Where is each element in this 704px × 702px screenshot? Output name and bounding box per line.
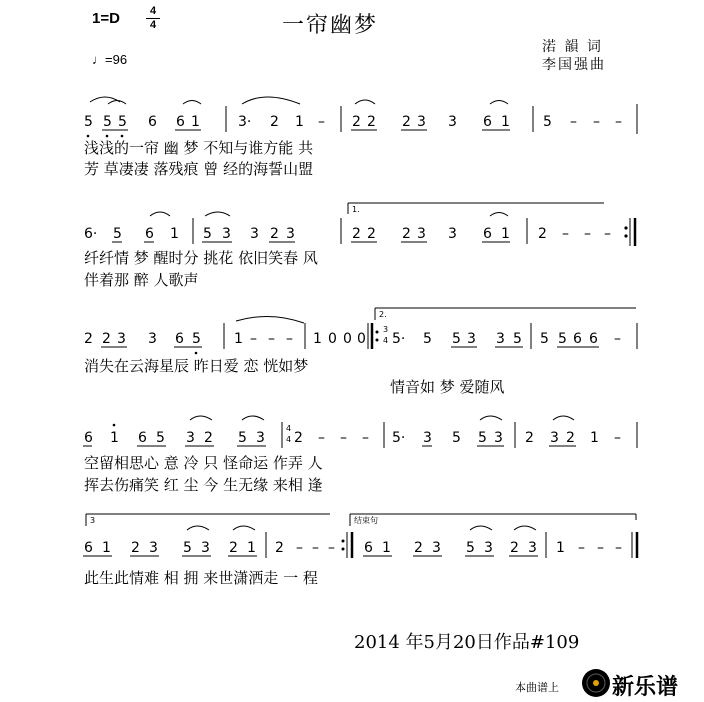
note: 6	[176, 114, 185, 130]
note: 5	[513, 331, 522, 347]
note: 2	[229, 540, 238, 556]
note: 2	[414, 540, 423, 556]
note: 6	[483, 114, 492, 130]
meter-change-bottom: 4	[383, 336, 389, 345]
note: 5	[423, 331, 432, 347]
slur	[355, 100, 375, 104]
note: 3	[467, 331, 476, 347]
volta-label: 2.	[379, 310, 387, 319]
note: –	[362, 430, 369, 446]
note: 3	[250, 226, 259, 242]
note: 5	[558, 331, 567, 347]
note: 2	[84, 331, 93, 347]
note: 1	[295, 114, 304, 130]
note: –	[286, 331, 293, 347]
note: 3	[496, 331, 505, 347]
note: 6	[84, 430, 93, 446]
low-dot	[87, 135, 90, 138]
note: 2	[367, 226, 376, 242]
note: 3	[286, 226, 295, 242]
volta-label: 1.	[352, 205, 360, 214]
note: –	[614, 430, 621, 446]
note: 2	[294, 430, 303, 446]
note: –	[615, 540, 622, 556]
note: –	[562, 226, 569, 242]
note: 3·	[238, 114, 252, 130]
score-row-5	[83, 514, 637, 587]
note: 6	[483, 226, 492, 242]
note: 5·	[392, 331, 406, 347]
slur	[470, 526, 492, 530]
note: 3	[528, 540, 537, 556]
note: –	[250, 331, 257, 347]
note: 2	[402, 114, 411, 130]
note: 2	[204, 430, 213, 446]
note: 1	[102, 540, 111, 556]
note: 1	[313, 331, 322, 347]
note: 0	[357, 331, 366, 347]
note: 1	[556, 540, 565, 556]
note: 2	[102, 331, 111, 347]
note: –	[268, 331, 275, 347]
meter-change-bottom: 4	[286, 435, 292, 444]
tempo-marking: ♩=96	[92, 52, 128, 67]
tie	[236, 316, 304, 323]
note: 3	[148, 331, 157, 347]
note: 1	[382, 540, 391, 556]
repeat-dot	[376, 339, 379, 342]
note: 2	[525, 430, 534, 446]
composition-date: 2014 年5月20日作品#109	[354, 632, 580, 653]
note: 5	[203, 226, 212, 242]
note: 3	[256, 430, 265, 446]
score-row-4	[83, 416, 637, 494]
note: 1	[110, 430, 119, 446]
upload-note: 本曲谱上	[515, 681, 559, 694]
slur	[90, 97, 120, 102]
note: 3	[484, 540, 493, 556]
note: 3	[117, 331, 126, 347]
note: –	[614, 331, 621, 347]
note: 5	[452, 430, 461, 446]
note: –	[340, 430, 347, 446]
note: 5	[452, 331, 461, 347]
meter-change-top: 3	[383, 325, 389, 334]
note: 6	[148, 114, 157, 130]
note: –	[584, 226, 591, 242]
note: 1	[590, 430, 599, 446]
note: 2	[538, 226, 547, 242]
note: 6	[364, 540, 373, 556]
slur	[480, 416, 502, 420]
note: 1	[501, 114, 510, 130]
lyric-line: 情音如 梦 爱随风	[390, 378, 505, 396]
note: –	[597, 540, 604, 556]
note: 2	[270, 226, 279, 242]
slur	[233, 526, 255, 530]
note: 6	[145, 226, 154, 242]
low-dot	[195, 352, 198, 355]
repeat-dot	[624, 234, 627, 237]
lyric-line: 消失在云海星辰 昨日爱 恋 恍如梦	[84, 357, 309, 375]
note: 6	[138, 430, 147, 446]
lyricist-credit: 渃 韻 词	[542, 39, 603, 55]
note: 2	[270, 114, 279, 130]
slur	[490, 101, 508, 105]
slur	[108, 101, 126, 105]
repeat-dot	[342, 548, 345, 551]
note: 5	[540, 331, 549, 347]
note: 5	[156, 430, 165, 446]
lyric-line: 挥去伤痛笑 红 尘 今 生无缘 来相 逢	[84, 476, 323, 494]
time-signature-bottom: 4	[149, 19, 157, 31]
note: 0	[328, 331, 337, 347]
note: 3	[417, 114, 426, 130]
slur	[150, 212, 170, 216]
slur	[183, 101, 201, 105]
note: 3	[222, 226, 231, 242]
note: 2	[367, 114, 376, 130]
note: –	[604, 226, 611, 242]
high-dot	[113, 424, 116, 427]
note: 5	[113, 226, 122, 242]
note: 5	[183, 540, 192, 556]
note: 1	[170, 226, 179, 242]
note: 6	[175, 331, 184, 347]
song-title: 一帘幽梦	[282, 13, 379, 38]
repeat-dot	[624, 226, 627, 229]
low-dot	[106, 135, 109, 138]
note: 3	[186, 430, 195, 446]
ending-label: 结束句	[354, 516, 378, 525]
note: 5	[478, 430, 487, 446]
note: –	[593, 114, 600, 130]
note: 3	[550, 430, 559, 446]
note: –	[318, 430, 325, 446]
lyric-line: 浅浅的一帘 幽 梦 不知与谁方能 共	[84, 139, 314, 157]
composer-credit: 李国强曲	[542, 57, 606, 73]
note: 3	[432, 540, 441, 556]
lyric-line: 此生此情难 相 拥 来世潇洒走 一 程	[84, 569, 318, 587]
note: 6	[589, 331, 598, 347]
note: –	[615, 114, 622, 130]
note: –	[328, 540, 335, 556]
slur	[553, 416, 574, 420]
note: 0	[343, 331, 352, 347]
note: –	[578, 540, 585, 556]
note: 2	[510, 540, 519, 556]
note: 3	[201, 540, 210, 556]
slur	[490, 213, 508, 217]
low-dot	[121, 135, 124, 138]
lyric-line: 伴着那 醉 人歌声	[84, 271, 199, 289]
note: 5	[84, 114, 93, 130]
repeat-dot	[376, 331, 379, 334]
note: 1	[234, 331, 243, 347]
note: –	[570, 114, 577, 130]
slur	[242, 416, 264, 420]
slur	[187, 526, 209, 530]
volta-label: 3	[90, 516, 96, 525]
note: 5	[103, 114, 112, 130]
slur	[190, 416, 212, 420]
site-logo	[582, 669, 610, 697]
note: –	[318, 114, 325, 130]
repeat-dot	[342, 540, 345, 543]
score-row-1	[84, 97, 637, 178]
note: 6	[573, 331, 582, 347]
note: 1	[191, 114, 200, 130]
score-row-2	[84, 203, 635, 289]
note: –	[296, 540, 303, 556]
note: 2	[566, 430, 575, 446]
note: –	[312, 540, 319, 556]
score-row-3	[84, 308, 637, 396]
note: 1	[501, 226, 510, 242]
note: 6	[84, 540, 93, 556]
note: 3	[448, 114, 457, 130]
note: 2	[131, 540, 140, 556]
note: 1	[247, 540, 256, 556]
site-name: 新乐谱	[612, 675, 679, 700]
note: 3	[417, 226, 426, 242]
note: 2	[402, 226, 411, 242]
logo-disc-center	[593, 680, 599, 686]
time-signature-top: 4	[149, 5, 157, 17]
lyric-line: 芳 草凄凄 落残痕 曾 经的海誓山盟	[84, 160, 314, 178]
lyric-line: 纤纤情 梦 醒时分 挑花 依旧笑春 风	[84, 249, 318, 267]
note: 5	[192, 331, 201, 347]
note: 5	[466, 540, 475, 556]
note: 5	[118, 114, 127, 130]
note: 3	[494, 430, 503, 446]
slur	[242, 97, 300, 104]
note: 3	[448, 226, 457, 242]
note: 5	[543, 114, 552, 130]
note: 2	[352, 114, 361, 130]
note: 2	[275, 540, 284, 556]
slur	[514, 526, 536, 530]
note: 3	[149, 540, 158, 556]
key-signature: 1=D	[92, 10, 120, 27]
note: 2	[352, 226, 361, 242]
note: 6·	[84, 226, 98, 242]
note: 3	[423, 430, 432, 446]
slur	[205, 212, 230, 216]
note: 5	[238, 430, 247, 446]
meter-change-top: 4	[286, 424, 292, 433]
note: 5·	[392, 430, 406, 446]
lyric-line: 空留相思心 意 冷 只 怪命运 作弄 人	[84, 454, 323, 472]
